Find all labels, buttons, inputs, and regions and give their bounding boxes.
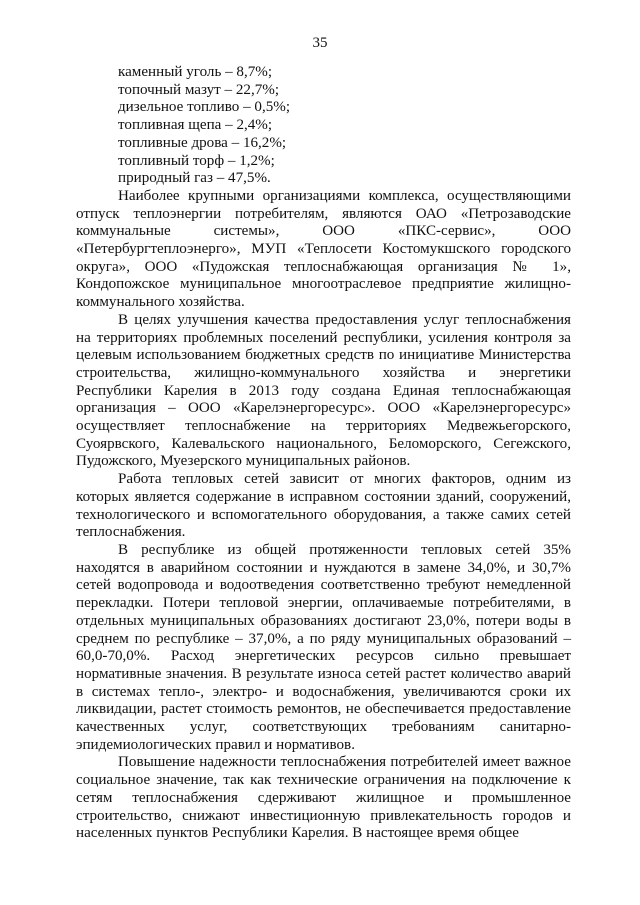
- fuel-list: [76, 64, 571, 188]
- paragraph-network-condition: В республике из общей протяженности тепловых сетей 35% находятся в аварийном состоянии и нуждаются в замене 34,0%, и 30,7% сетей водопровода и водоотведения соответственно требуют немедленной перекладки. Потери тепловой энергии, оплачиваемые потребителями, в отдельных муниципальных образованиях достигают 23,0%, потери воды в среднем по республике – 37,0%, а по ряду муниципальных образований – 60,0-70,0%. Расход энергетических ресурсов сильно превышает нормативные значения. В результате износа сетей растет количество аварий в системах тепло-, электро- и водоснабжения, увеличиваются сроки их ликвидации, растет стоимость ремонтов, не обеспечивается предоставление качественных услуг, соответствующих требованиям санитарно-эпидемиологических правил и нормативов.: [76, 541, 571, 753]
- fuel-list-item: природный газ – 47,5%.: [118, 170, 271, 187]
- fuel-list-item: топливный торф – 1,2%;: [118, 152, 275, 169]
- fuel-list-item: топливные дрова – 16,2%;: [118, 134, 287, 151]
- page-number: 35: [312, 35, 328, 51]
- fuel-list-item: дизельное топливо – 0,5%;: [118, 99, 291, 116]
- fuel-list-item: топочный мазут – 22,7%;: [118, 81, 280, 98]
- fuel-list-item: топливная щепа – 2,4%;: [118, 117, 273, 134]
- paragraph-major-organizations: Наиболее крупными организациями комплекса, осуществляющими отпуск теплоэнергии потребителям, являются ОАО «Петрозаводские коммунальные системы», ООО «ПКС-сервис», ООО «Петербургтеплоэнерго», МУП «Теплосети Костомукшского городского округа», ООО «Пудожская теплоснабжающая организация № 1», Кондопожское муниципальное многоотраслевое предприятие жилищно-коммунального хозяйства.: [76, 187, 571, 311]
- paragraph-unified-heat-supplier: В целях улучшения качества предоставления услуг теплоснабжения на территориях проблемных поселений республики, усиления контроля за целевым использованием бюджетных средств по инициативе Министерства строительства, жилищно-коммунального хозяйства и энергетики Республики Карелия в 2013 году создана Единая теплоснабжающая организация – ООО «Карелэнергоресурс». ООО «Карелэнергоресурс» осуществляет теплоснабжение на территориях Медвежьегорского, Суоярвского, Калевальского национального, Беломорского, Сегежского, Пудожского, Муезерского муниципальных районов.: [76, 311, 571, 470]
- page-content: [76, 64, 571, 843]
- paragraph-network-factors: Работа тепловых сетей зависит от многих факторов, одним из которых является содержание в исправном состоянии зданий, сооружений, технологического и вспомогательного оборудования, а также самих сетей теплоснабжения.: [76, 471, 571, 541]
- fuel-list-item: каменный уголь – 8,7%;: [118, 64, 273, 80]
- paragraph-reliability: Повышение надежности теплоснабжения потребителей имеет важное социальное значение, так как технические ограничения на подключение к сетям теплоснабжения сдерживают жилищное и промышленное строительство, снижают инвестиционную привлекательность городов и населенных пунктов Республики Карелия. В настоящее время общее: [76, 754, 571, 842]
